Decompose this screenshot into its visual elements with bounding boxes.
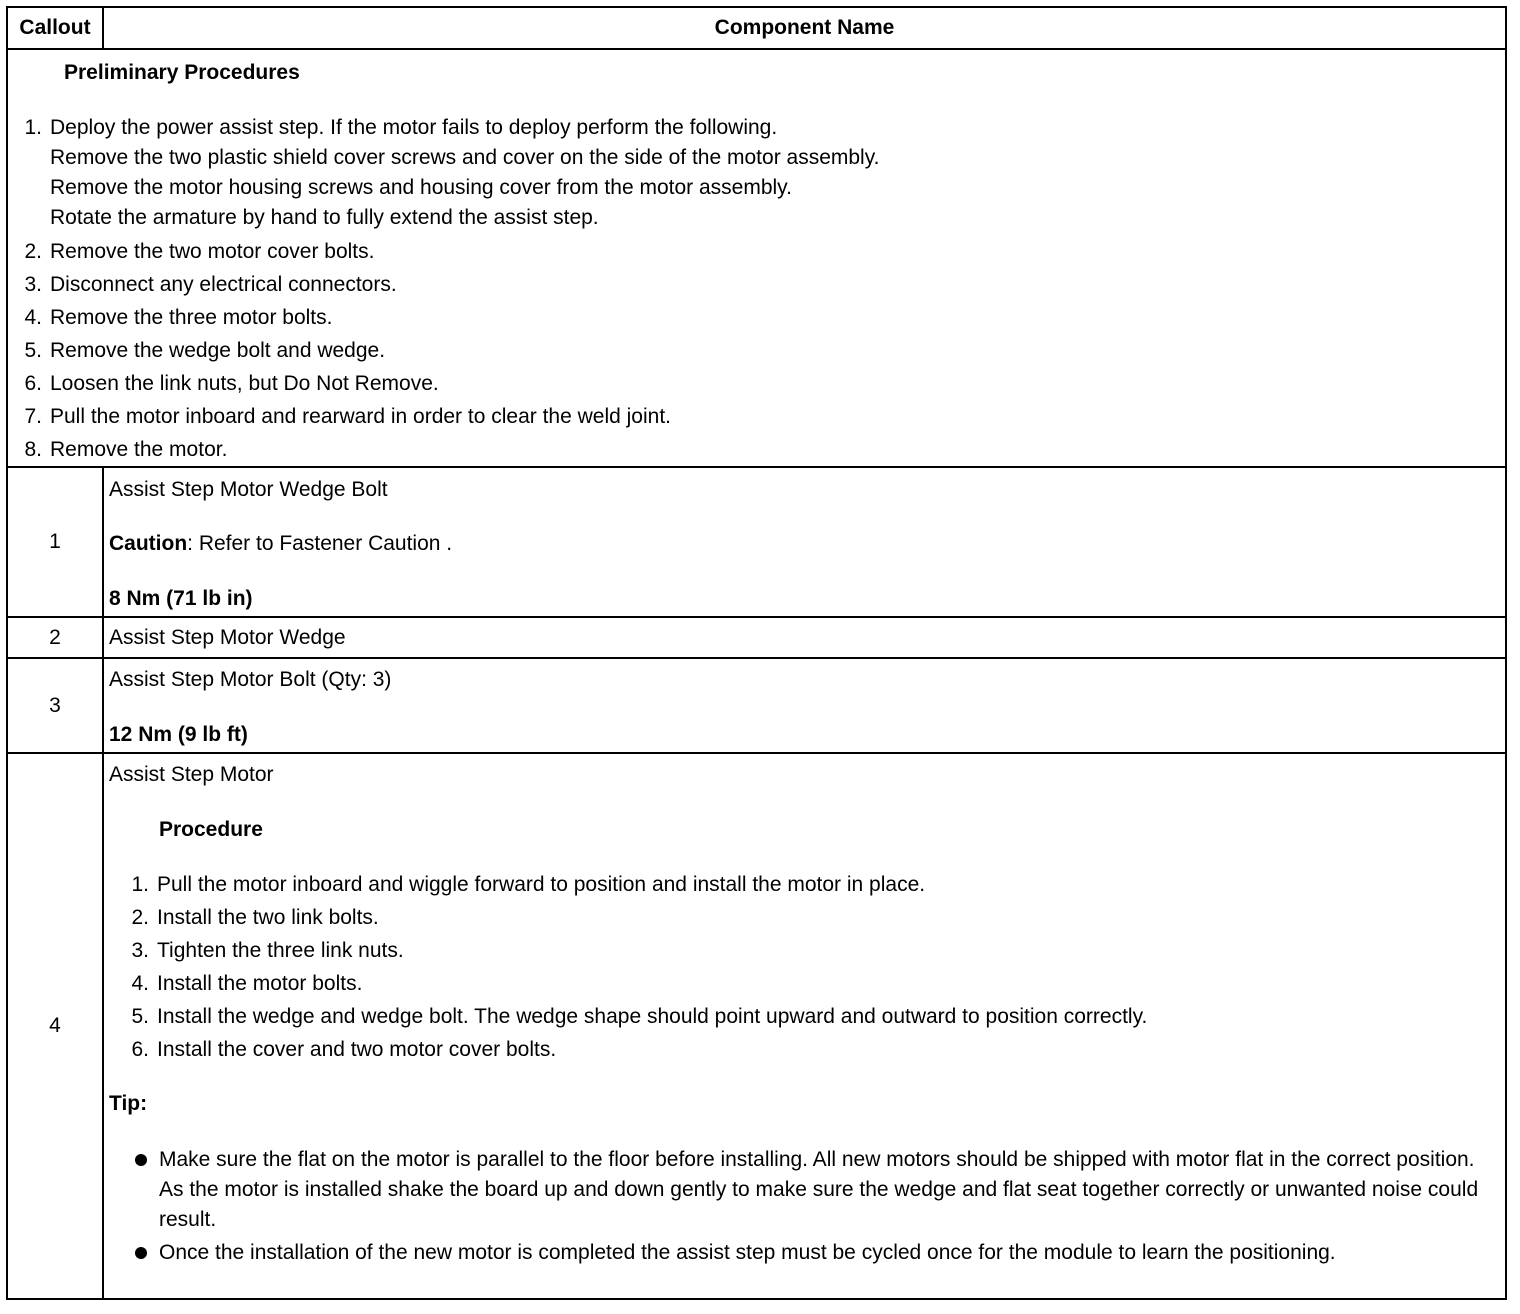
step-number: 2. — [131, 906, 149, 929]
caution-text: : Refer to Fastener Caution . — [187, 532, 453, 555]
callout-cell: 1 — [7, 467, 103, 617]
table-row — [7, 753, 1506, 1299]
step-number: 6. — [24, 372, 42, 395]
component-cell — [103, 658, 1506, 753]
header-row — [7, 7, 1506, 49]
step-number: 6. — [131, 1038, 149, 1061]
component-table — [6, 6, 1507, 1300]
caution — [109, 529, 1505, 559]
header-callout: Callout — [7, 7, 103, 49]
step-number: 3. — [131, 939, 149, 962]
torque-spec: 12 Nm (9 lb ft) — [109, 723, 248, 746]
list-item — [109, 1033, 1505, 1066]
table-row — [7, 658, 1506, 753]
step-number: 3. — [24, 273, 42, 296]
step-text: Rotate the armature by hand to fully extend the assist step. — [50, 206, 599, 229]
list-item — [2, 367, 1505, 400]
step-text: Install the motor bolts. — [157, 972, 363, 995]
tip-item — [109, 1238, 1505, 1268]
preliminary-cell — [7, 49, 1506, 467]
component-name: Assist Step Motor Wedge — [103, 617, 1506, 658]
step-text: Remove the motor housing screws and housing cover from the motor assembly. — [50, 176, 792, 199]
bullet-icon — [135, 1247, 147, 1259]
list-item — [2, 235, 1505, 268]
torque-spec: 8 Nm (71 lb in) — [109, 587, 253, 610]
step-number: 4. — [24, 306, 42, 329]
preliminary-row — [7, 49, 1506, 467]
step-text: Install the cover and two motor cover bolts. — [157, 1038, 557, 1061]
caution-label: Caution — [109, 532, 188, 555]
step-text: Remove the motor. — [50, 438, 228, 461]
step-text: Remove the three motor bolts. — [50, 306, 333, 329]
component-name: Assist Step Motor Bolt (Qty: 3) — [109, 668, 392, 691]
list-item — [2, 113, 1505, 233]
tip-text: Once the installation of the new motor is completed the assist step must be cycled once for the module to learn the positioning. — [159, 1241, 1336, 1264]
step-number: 1. — [24, 116, 42, 139]
step-number: 1. — [131, 873, 149, 896]
table-row — [7, 617, 1506, 658]
step-text: Remove the two motor cover bolts. — [50, 240, 375, 263]
tip-label: Tip: — [109, 1092, 148, 1115]
callout-cell: 4 — [7, 753, 103, 1299]
list-item — [109, 967, 1505, 1000]
component-name: Assist Step Motor Wedge Bolt — [109, 478, 388, 501]
list-item — [109, 1000, 1505, 1033]
bullet-icon — [135, 1154, 147, 1166]
list-item — [2, 301, 1505, 334]
step-number: 4. — [131, 972, 149, 995]
list-item — [109, 868, 1505, 901]
list-item — [109, 901, 1505, 934]
preliminary-title: Preliminary Procedures — [64, 61, 300, 84]
step-text: Pull the motor inboard and wiggle forward to position and install the motor in place. — [157, 873, 926, 896]
step-number: 5. — [24, 339, 42, 362]
tip-item — [109, 1145, 1505, 1235]
list-item — [2, 400, 1505, 433]
tip-text: Make sure the flat on the motor is parallel to the floor before installing. All new motors should be shipped with motor flat in the correct position. As the motor is installed shake the board up and down gently to make sure the wedge and flat seat together correctly or unwanted noise could result. — [159, 1148, 1479, 1231]
step-number: 8. — [24, 438, 42, 461]
component-cell — [103, 467, 1506, 617]
header-component-name: Component Name — [103, 7, 1506, 49]
table-row — [7, 467, 1506, 617]
component-cell — [103, 753, 1506, 1299]
step-number: 5. — [131, 1005, 149, 1028]
step-text: Install the wedge and wedge bolt. The wedge shape should point upward and outward to position correctly. — [157, 1005, 1148, 1028]
step-text: Remove the two plastic shield cover screws and cover on the side of the motor assembly. — [50, 146, 880, 169]
list-item — [2, 334, 1505, 367]
step-number: 2. — [24, 240, 42, 263]
component-name: Assist Step Motor — [109, 763, 274, 786]
step-text: Remove the wedge bolt and wedge. — [50, 339, 386, 362]
callout-cell: 3 — [7, 658, 103, 753]
step-number: 7. — [24, 405, 42, 428]
step-text: Loosen the link nuts, but Do Not Remove. — [50, 372, 439, 395]
list-item — [2, 268, 1505, 301]
step-text: Deploy the power assist step. If the motor fails to deploy perform the following. — [50, 116, 778, 139]
step-text: Pull the motor inboard and rearward in order to clear the weld joint. — [50, 405, 671, 428]
step-text: Tighten the three link nuts. — [157, 939, 404, 962]
list-item — [109, 934, 1505, 967]
step-text: Disconnect any electrical connectors. — [50, 273, 397, 296]
list-item — [2, 433, 1505, 466]
step-text: Install the two link bolts. — [157, 906, 379, 929]
procedure-title: Procedure — [159, 818, 263, 841]
callout-cell: 2 — [7, 617, 103, 658]
